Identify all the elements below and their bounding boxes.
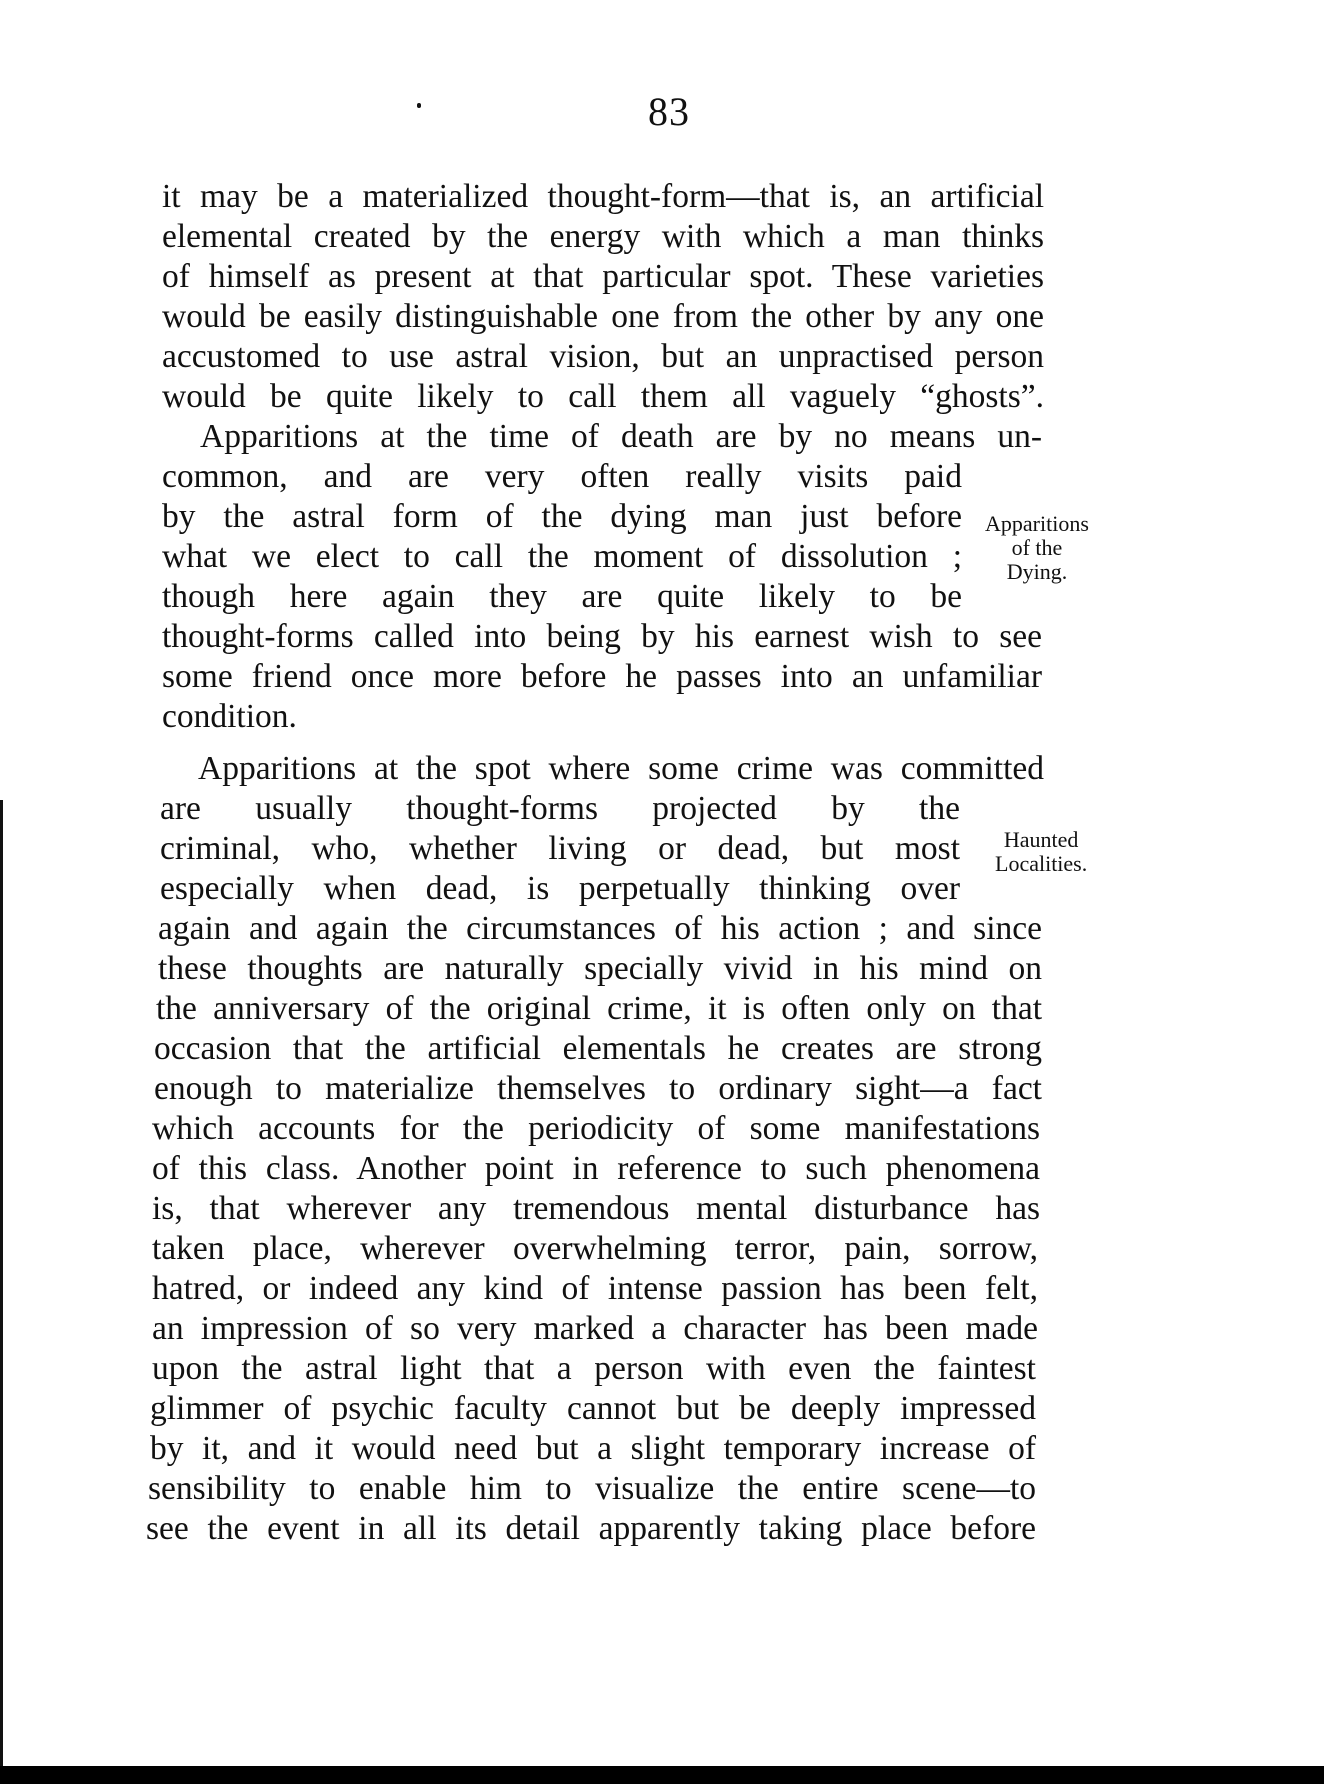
text-line: these thoughts are naturally specially vivid in his mind on xyxy=(158,950,1042,987)
text-line: condition. xyxy=(162,698,297,735)
text-line: what we elect to call the moment of dissolution ; xyxy=(162,538,962,575)
text-line: which accounts for the periodicity of some manifestations xyxy=(152,1110,1040,1147)
text-line: accustomed to use astral vision, but an unpractised person xyxy=(162,338,1044,375)
text-line: again and again the circumstances of his action ; and since xyxy=(158,910,1042,947)
text-line: is, that wherever any tremendous mental disturbance has xyxy=(152,1190,1040,1227)
text-line: of himself as present at that particular spot. These varieties xyxy=(162,258,1044,295)
text-line: some friend once more before he passes into an unfamiliar xyxy=(162,658,1042,695)
text-line: hatred, or indeed any kind of intense passion has been felt, xyxy=(152,1270,1038,1307)
margin-note-haunted-localities xyxy=(995,828,1087,876)
margin-note-line: Localities. xyxy=(995,851,1088,877)
text-line: the anniversary of the original crime, it is often only on that xyxy=(156,990,1042,1027)
text-line: would be quite likely to call them all vaguely “ghosts”. xyxy=(162,378,1044,415)
text-line: occasion that the artificial elementals he creates are strong xyxy=(154,1030,1042,1067)
margin-note-line: Apparitions xyxy=(985,511,1089,536)
text-line: by it, and it would need but a slight temporary increase of xyxy=(150,1430,1036,1467)
margin-note-line: Dying. xyxy=(1006,559,1068,585)
text-line: though here again they are quite likely to be xyxy=(162,578,962,615)
margin-note-line: Haunted xyxy=(1003,827,1079,852)
text-line: taken place, wherever overwhelming terror, pain, sorrow, xyxy=(152,1230,1038,1267)
scan-edge-bottom xyxy=(0,1766,1324,1784)
text-line: thought-forms called into being by his earnest wish to see xyxy=(162,618,1042,655)
text-line: of this class. Another point in reference to such phenomena xyxy=(152,1150,1040,1187)
text-line: sensibility to enable him to visualize the entire scene—to xyxy=(148,1470,1036,1507)
text-line: by the astral form of the dying man just before xyxy=(162,498,962,535)
text-line: enough to materialize themselves to ordinary sight—a fact xyxy=(154,1070,1042,1107)
text-line: common, and are very often really visits paid xyxy=(162,458,962,495)
text-line: see the event in all its detail apparently taking place before xyxy=(146,1510,1036,1547)
scan-edge-left xyxy=(0,800,3,1784)
text-line: it may be a materialized thought-form—that is, an artificial xyxy=(162,178,1044,215)
text-line: elemental created by the energy with which a man thinks xyxy=(162,218,1044,255)
text-line: glimmer of psychic faculty cannot but be deeply impressed xyxy=(150,1390,1036,1427)
text-line: would be easily distinguishable one from the other by any one xyxy=(162,298,1044,335)
text-line: Apparitions at the spot where some crime was committed xyxy=(198,750,1044,787)
text-line: are usually thought-forms projected by the xyxy=(160,790,960,827)
page-number: 83 xyxy=(648,89,690,134)
margin-note-apparitions-of-the-dying xyxy=(985,512,1089,585)
page-speck xyxy=(417,103,421,108)
text-line: especially when dead, is perpetually thinking over xyxy=(160,870,960,907)
text-line: upon the astral light that a person with even the faintest xyxy=(152,1350,1036,1387)
margin-note-line: of the xyxy=(1011,535,1063,561)
text-line: criminal, who, whether living or dead, but most xyxy=(160,830,960,867)
text-line: an impression of so very marked a character has been made xyxy=(152,1310,1038,1347)
text-line: Apparitions at the time of death are by no means un- xyxy=(200,418,1042,455)
